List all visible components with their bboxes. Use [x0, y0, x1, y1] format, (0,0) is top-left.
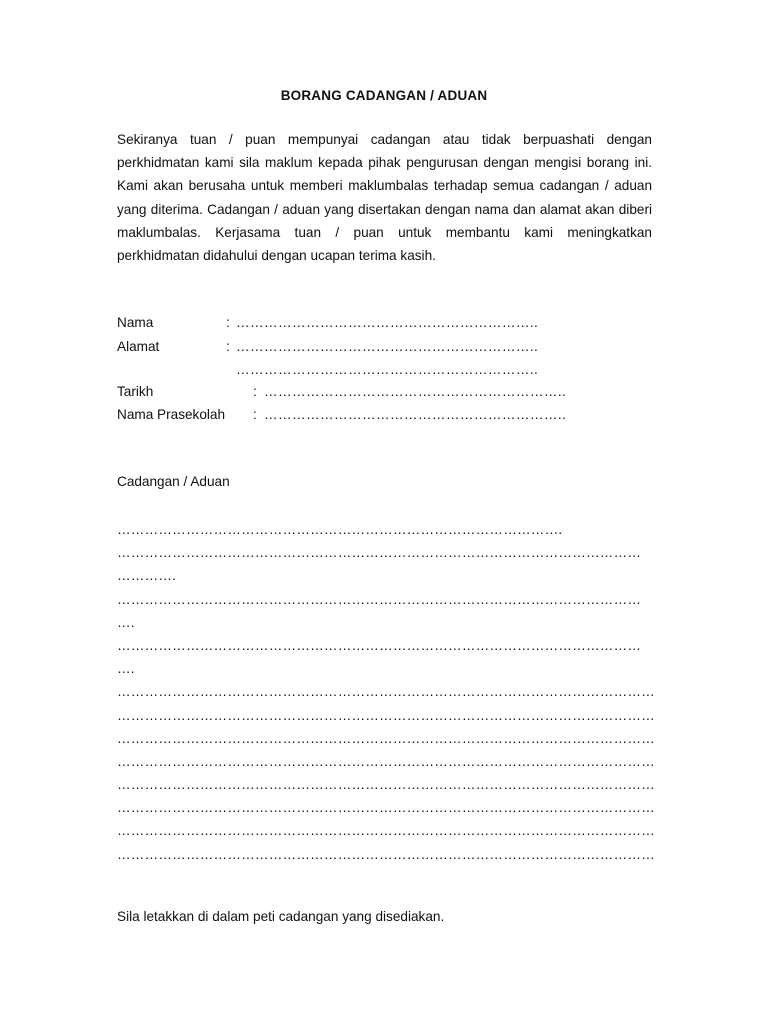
suggestion-line: ….: [117, 614, 135, 630]
suggestion-line: ………………………………………………………………………………………………………: [117, 707, 655, 723]
suggestion-line: ………….: [117, 568, 177, 584]
field-nama-prasekolah-colon: :: [253, 407, 257, 422]
field-tarikh-label: Tarikh: [117, 384, 154, 399]
suggestion-line: ………………………………………………………………………………………………………: [117, 730, 655, 746]
suggestion-line: ………………………………………………………………………………………………………: [117, 753, 655, 769]
field-nama-prasekolah-dots: ………………………………………………………..: [264, 407, 567, 422]
form-title: BORANG CADANGAN / ADUAN: [280, 88, 488, 103]
field-alamat-dots: ………………………………………………………..: [236, 339, 539, 354]
field-nama-prasekolah-label: Nama Prasekolah: [117, 407, 226, 422]
field-alamat-line2-dots: ………………………………………………………..: [236, 362, 539, 377]
field-alamat-label: Alamat: [117, 339, 160, 354]
suggestion-line: ……………………………………………………………………………………………………: [117, 591, 642, 607]
suggestion-line: ……………………………………………………………………………………………………: [117, 637, 642, 653]
field-tarikh-colon: :: [253, 384, 257, 399]
field-nama-colon: :: [226, 315, 230, 330]
field-tarikh-dots: ………………………………………………………..: [264, 384, 567, 399]
suggestion-line: …………………………………………………………………………………….: [117, 522, 563, 537]
suggestion-line: ………………………………………………………………………………………………………: [117, 846, 655, 862]
field-nama-dots: ………………………………………………………..: [236, 315, 539, 330]
suggestion-line: ……………………………………………………………………………………………………: [117, 545, 642, 561]
footer-note: Sila letakkan di dalam peti cadangan yang disediakan.: [117, 909, 445, 924]
field-alamat-colon: :: [226, 339, 230, 354]
suggestion-line: ………………………………………………………………………………………………………: [117, 800, 655, 816]
suggestion-lines: [117, 518, 662, 866]
field-nama-label: Nama: [117, 315, 154, 330]
suggestion-line: ….: [117, 661, 135, 677]
suggestion-line: ………………………………………………………………………………………………………: [117, 777, 655, 793]
suggestion-label: Cadangan / Aduan: [117, 474, 230, 489]
suggestion-line: ………………………………………………………………………………………………………: [117, 684, 655, 700]
intro-paragraph: Sekiranya tuan / puan mempunyai cadangan atau tidak berpuashati dengan perkhidmatan kami sila maklum kepada pihak pengurusan dengan mengisi borang ini. Kami akan berusaha untuk memberi maklumbalas terhadap semua cadangan / aduan yang diterima. Cadangan / aduan yang disertakan dengan nama dan alamat akan diberi maklumbalas. Kerjasama tuan / puan untuk membantu kami meningkatkan perkhidmatan didahului dengan ucapan terima kasih.: [117, 132, 652, 264]
suggestion-line: ………………………………………………………………………………………………………: [117, 823, 655, 839]
